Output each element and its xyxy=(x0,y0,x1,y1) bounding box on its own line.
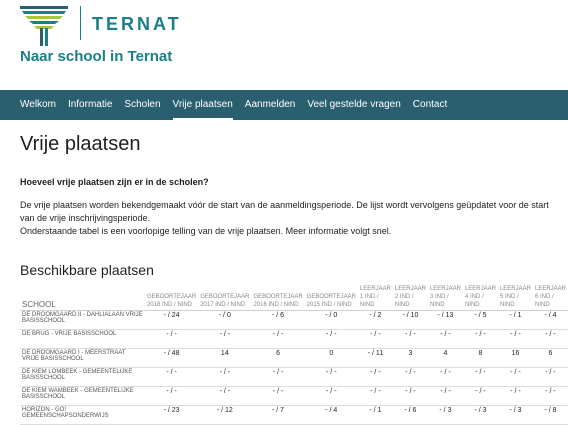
intro-text xyxy=(20,199,560,238)
table-body xyxy=(20,311,568,425)
places-cell: 6 xyxy=(533,349,568,368)
free-places-table xyxy=(20,284,568,425)
places-cell: - / 1 xyxy=(498,311,533,330)
school-name-cell: DE DROOMGAARD I - MEERSTRAAT VRIJE BASISSCHOOL xyxy=(20,349,145,368)
places-cell: - / - xyxy=(498,330,533,349)
places-cell: - / 24 xyxy=(145,311,198,330)
places-cell: 3 xyxy=(393,349,428,368)
nav-item-contact[interactable]: Contact xyxy=(412,99,448,110)
places-cell: - / 0 xyxy=(305,311,358,330)
places-cell: - / 6 xyxy=(393,406,428,425)
places-cell: - / - xyxy=(358,368,393,387)
places-cell: - / 48 xyxy=(145,349,198,368)
places-cell: - / - xyxy=(145,368,198,387)
places-cell: - / - xyxy=(145,387,198,406)
places-cell: - / 8 xyxy=(533,406,568,425)
places-cell: - / - xyxy=(533,387,568,406)
places-cell: - / 7 xyxy=(251,406,304,425)
nav-item-vrije-plaatsen[interactable]: Vrije plaatsen xyxy=(167,90,239,120)
places-cell: - / 6 xyxy=(251,311,304,330)
table-row xyxy=(20,311,568,330)
places-cell: - / - xyxy=(498,387,533,406)
places-cell: - / - xyxy=(145,330,198,349)
places-cell: - / - xyxy=(198,387,251,406)
logo-divider xyxy=(80,6,81,40)
nav-item-aanmelden[interactable]: Aanmelden xyxy=(244,99,296,110)
places-cell: 6 xyxy=(251,349,304,368)
column-header: LEERJAAR 6 IND / NIND xyxy=(533,284,568,311)
places-cell: - / 13 xyxy=(428,311,463,330)
column-header: GEBOORTEJAAR 2015 IND / NIND xyxy=(305,284,358,311)
column-header: LEERJAAR 1 IND / NIND xyxy=(358,284,393,311)
table-row xyxy=(20,406,568,425)
school-name-cell: HORIZON - GO! GEMEENSCHAPSONDERWIJS xyxy=(20,406,145,425)
places-cell: - / - xyxy=(393,387,428,406)
table-row xyxy=(20,349,568,368)
table-row xyxy=(20,330,568,349)
column-header-school: SCHOOL xyxy=(20,284,145,311)
places-cell: - / 11 xyxy=(358,349,393,368)
main-content xyxy=(20,120,560,278)
places-cell: - / 0 xyxy=(198,311,251,330)
column-header: GEBOORTEJAAR 2018 IND / NIND xyxy=(145,284,198,311)
column-header: LEERJAAR 2 IND / NIND xyxy=(393,284,428,311)
table-row xyxy=(20,368,568,387)
intro-paragraph-1: De vrije plaatsen worden bekendgemaakt vóór de start van de aanmeldingsperiode. De lijst wordt vervolgens geüpdatet voor de start van de vrije inschrijvingsperiode. xyxy=(20,200,549,223)
places-cell: - / 10 xyxy=(393,311,428,330)
places-cell: 8 xyxy=(463,349,498,368)
places-cell: - / 23 xyxy=(145,406,198,425)
faq-question: Hoeveel vrije plaatsen zijn er in de scholen? xyxy=(20,177,209,187)
places-cell: - / - xyxy=(251,330,304,349)
places-cell: - / 3 xyxy=(463,406,498,425)
places-cell: - / - xyxy=(198,368,251,387)
places-cell: - / - xyxy=(463,387,498,406)
places-cell: - / - xyxy=(305,330,358,349)
intro-paragraph-2: Onderstaande tabel is een voorlopige telling van de vrije plaatsen. Meer informatie volgt snel. xyxy=(20,226,392,236)
places-cell: - / - xyxy=(251,387,304,406)
school-name-cell: DE DROOMGAARD II - DAHLIALAAN VRIJE BASISSCHOOL xyxy=(20,311,145,330)
places-cell: - / 4 xyxy=(533,311,568,330)
places-cell: - / - xyxy=(198,330,251,349)
places-cell: - / 12 xyxy=(198,406,251,425)
places-cell: - / - xyxy=(463,330,498,349)
column-header: GEBOORTEJAAR 2016 IND / NIND xyxy=(251,284,304,311)
places-cell: 0 xyxy=(305,349,358,368)
places-cell: - / - xyxy=(305,387,358,406)
places-cell: - / - xyxy=(251,368,304,387)
places-cell: - / - xyxy=(393,330,428,349)
main-navigation xyxy=(0,90,568,120)
section-title: Beschikbare plaatsen xyxy=(20,262,154,278)
table-header-row xyxy=(20,284,568,311)
site-header xyxy=(0,0,568,90)
places-cell: - / - xyxy=(498,368,533,387)
school-name-cell: DE BRUG - VRIJE BASISSCHOOL xyxy=(20,330,145,349)
places-cell: - / - xyxy=(463,368,498,387)
nav-item-informatie[interactable]: Informatie xyxy=(67,99,113,110)
table-row xyxy=(20,387,568,406)
site-title[interactable]: Naar school in Ternat xyxy=(20,48,173,65)
places-cell: - / 3 xyxy=(498,406,533,425)
places-cell: - / - xyxy=(533,330,568,349)
places-cell: - / - xyxy=(358,387,393,406)
places-cell: 16 xyxy=(498,349,533,368)
school-name-cell: DE KIEM WAMBEEK - GEMEENTELIJKE BASISSCHOOL xyxy=(20,387,145,406)
places-cell: - / 4 xyxy=(305,406,358,425)
nav-item-scholen[interactable]: Scholen xyxy=(124,99,161,110)
places-cell: - / - xyxy=(393,368,428,387)
page-title: Vrije plaatsen xyxy=(20,133,141,155)
places-cell: - / - xyxy=(428,368,463,387)
nav-item-veel-gestelde-vragen[interactable]: Veel gestelde vragen xyxy=(307,99,401,110)
places-cell: - / - xyxy=(428,387,463,406)
places-cell: - / - xyxy=(428,330,463,349)
places-cell: - / 2 xyxy=(358,311,393,330)
school-name-cell: DE KIEM LOMBEEK - GEMEENTELIJKE BASISSCHOOL xyxy=(20,368,145,387)
places-cell: - / - xyxy=(533,368,568,387)
brand-name: TERNAT xyxy=(92,14,182,34)
column-header: LEERJAAR 5 IND / NIND xyxy=(498,284,533,311)
nav-item-welkom[interactable]: Welkom xyxy=(20,99,56,110)
places-cell: - / 1 xyxy=(358,406,393,425)
ternat-logo-icon[interactable] xyxy=(18,4,70,48)
column-header: LEERJAAR 3 IND / NIND xyxy=(428,284,463,311)
column-header: GEBOORTEJAAR 2017 IND / NIND xyxy=(198,284,251,311)
places-cell: - / - xyxy=(305,368,358,387)
places-cell: 4 xyxy=(428,349,463,368)
places-cell: - / 3 xyxy=(428,406,463,425)
places-cell: - / - xyxy=(358,330,393,349)
places-cell: - / 5 xyxy=(463,311,498,330)
column-header: LEERJAAR 4 IND / NIND xyxy=(463,284,498,311)
places-cell: 14 xyxy=(198,349,251,368)
